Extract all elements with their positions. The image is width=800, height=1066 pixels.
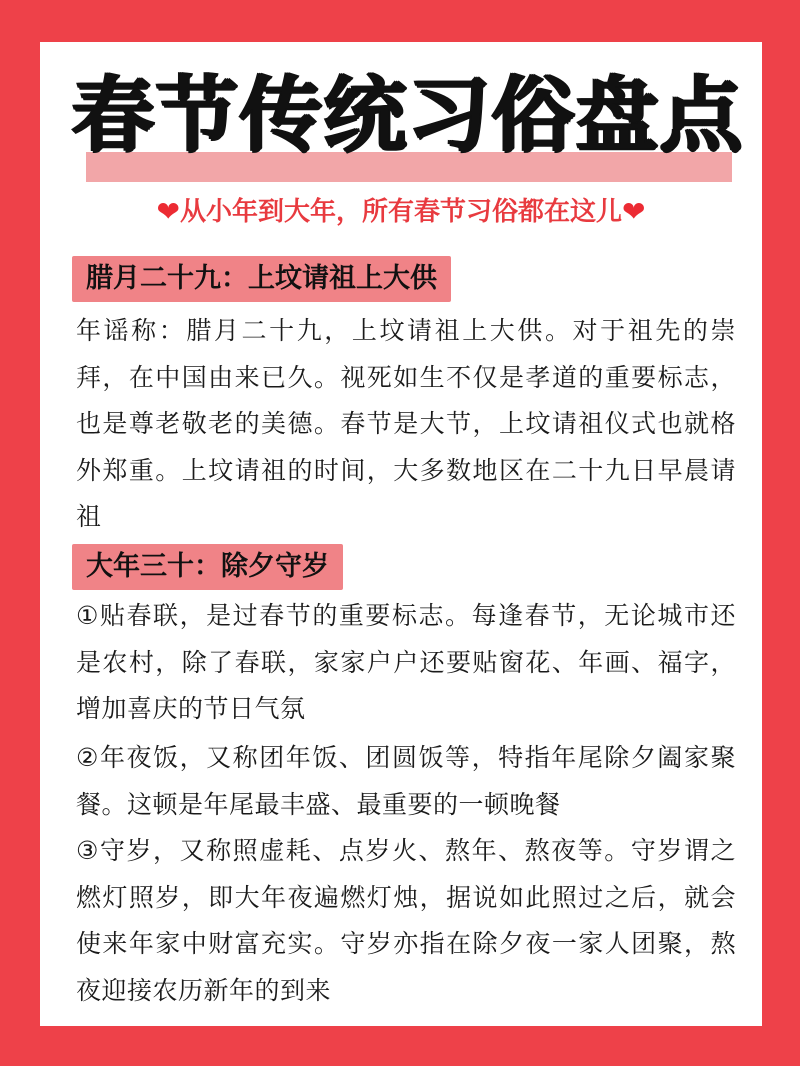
section-heading-new-years-eve: 大年三十：除夕守岁	[72, 544, 343, 590]
heart-icon: ❤	[156, 195, 180, 228]
section-paragraph-couplets: ①贴春联，是过春节的重要标志。每逢春节，无论城市还是农村，除了春联，家家户户还要贴窗花、年画、福字，增加喜庆的节日气氛	[76, 601, 736, 723]
title-block	[72, 60, 745, 190]
section-paragraph: 年谣称：腊月二十九，上坟请祖上大供。对于祖先的崇拜，在中国由来已久。视死如生不仅是孝道的重要标志，也是尊老敬老的美德。春节是大节，上坟请祖仪式也就格外郑重。上坟请祖的时间，大多数地区在二十九日早晨请祖	[76, 316, 736, 531]
section-heading-day-29: 腊月二十九：上坟请祖上大供	[72, 256, 451, 302]
subtitle-line	[40, 194, 762, 230]
heart-icon: ❤	[622, 195, 646, 228]
content-card	[40, 42, 762, 1026]
section-paragraph-vigil: ③守岁，又称照虚耗、点岁火、熬年、熬夜等。守岁谓之燃灯照岁，即大年夜遍燃灯烛，据说如此照过之后，就会使来年家中财富充实。守岁亦指在除夕夜一家人团聚，熬夜迎接农历新年的到来	[76, 836, 736, 1005]
page-title: 春节传统习俗盘点	[72, 68, 745, 163]
section-paragraph-dinner: ②年夜饭，又称团年饭、团圆饭等，特指年尾除夕阖家聚餐。这顿是年尾最丰盛、最重要的一顿晚餐	[76, 743, 736, 819]
subtitle-text: 从小年到大年，所有春节习俗都在这儿	[179, 197, 622, 227]
